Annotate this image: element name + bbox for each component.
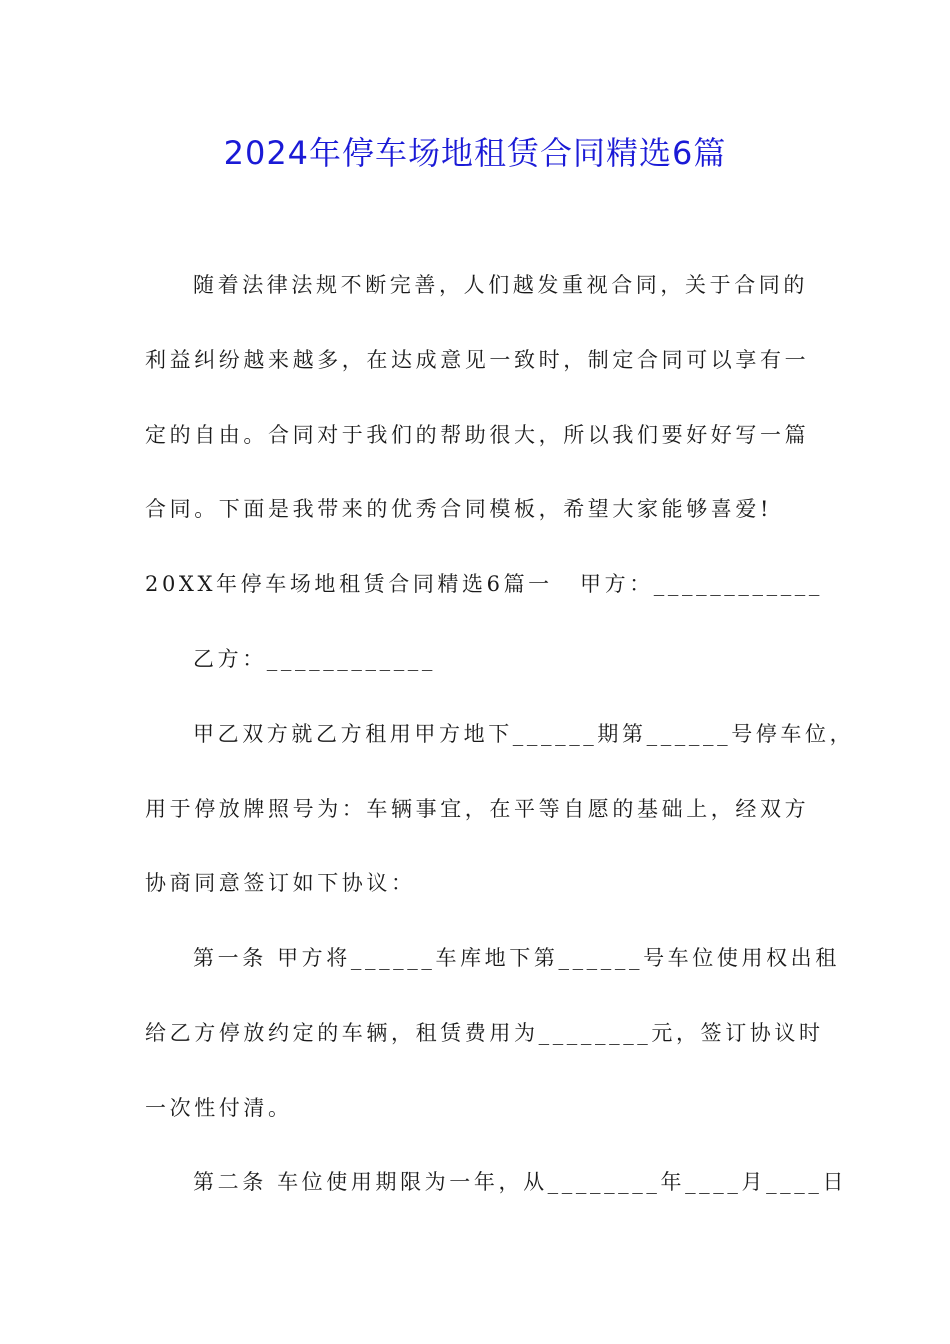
article1-line-2: 给乙方停放约定的车辆，租赁费用为________元，签订协议时 [145,1021,824,1045]
article2-line-1: 第二条 车位使用期限为一年，从________年____月____日 [193,1170,848,1194]
party-a-field: 甲方：____________ [580,572,823,596]
intro-line-4: 合同。下面是我带来的优秀合同模板，希望大家能够喜爱! [145,497,773,521]
document-title: 2024年停车场地租赁合同精选6篇 [223,134,727,172]
party-b-field: 乙方：____________ [193,647,436,671]
section-heading: 20XX年停车场地租赁合同精选6篇一 [145,572,553,596]
preamble-line-3: 协商同意签订如下协议： [145,871,416,895]
article1-line-3: 一次性付清。 [145,1096,293,1120]
intro-line-2: 利益纠纷越来越多，在达成意见一致时，制定合同可以享有一 [145,348,810,372]
preamble-line-1: 甲乙双方就乙方租用甲方地下______期第______号停车位， [193,722,855,746]
intro-line-1: 随着法律法规不断完善，人们越发重视合同，关于合同的 [193,273,808,297]
article1-line-1: 第一条 甲方将______车库地下第______号车位使用权出租 [193,946,840,970]
preamble-line-2: 用于停放牌照号为：车辆事宜，在平等自愿的基础上，经双方 [145,797,810,821]
intro-line-3: 定的自由。合同对于我们的帮助很大，所以我们要好好写一篇 [145,423,810,447]
